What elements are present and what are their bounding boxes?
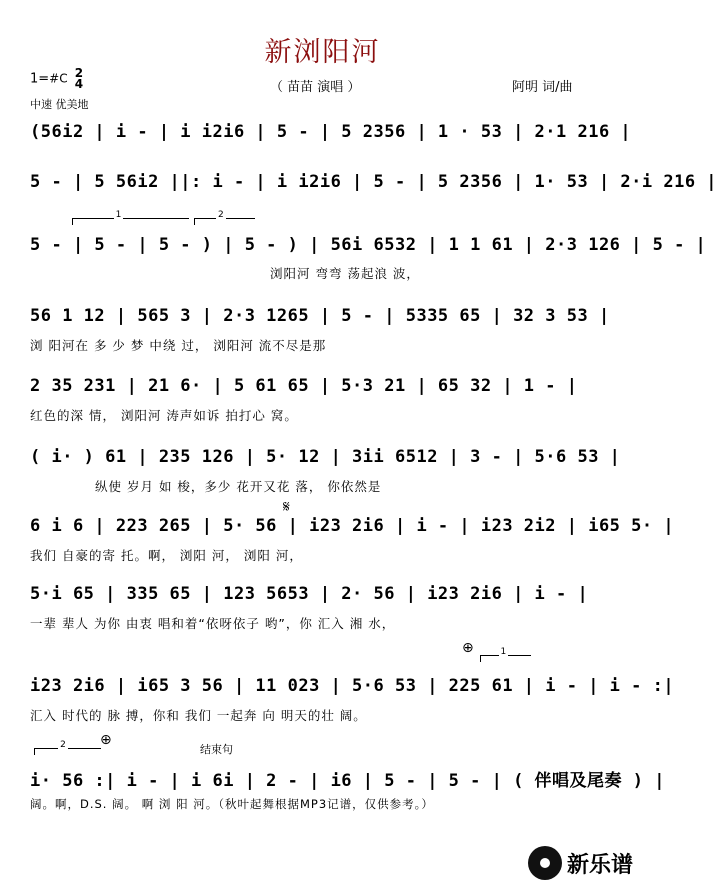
lyric-line-8: 一辈 辈人 为你 由衷 唱和着“依呀依子 哟”，你 汇入 湘 水，	[30, 616, 396, 631]
key-signature	[30, 68, 83, 90]
lyric-line-4: 浏 阳河在 多 少 梦 中绕 过， 浏阳河 流不尽是那	[30, 338, 327, 353]
site-logo	[528, 846, 633, 880]
song-title: 新浏阳河	[264, 37, 381, 68]
score-line-10: i· 56 :| i - | i 6i | 2 - | i6 | 5 - | 5 - | ( 伴唱及尾奏 ) |	[30, 771, 665, 791]
ending-label: 结束句	[200, 743, 233, 756]
lyric-line-6: 纵使 岁月 如 梭，多少 花开又花 落， 你依然是	[95, 479, 382, 494]
key-note: #C	[49, 71, 68, 86]
volta-2-bracket	[194, 210, 255, 225]
lyric-line-10: 阔。啊，D.S. 阔。 啊 浏 阳 河。（秋叶起舞根据MP3记谱，仅供参考。）	[30, 797, 434, 811]
time-signature-top: 2	[74, 66, 84, 80]
score-line-8: 5·i 65 | 335 65 | 123 5653 | 2· 56 | i23 2i6 | i - |	[30, 584, 589, 604]
lyric-line-9: 汇入 时代的 脉 搏，你和 我们 一起奔 向 明天的壮 阔。	[30, 708, 367, 723]
score-line-5: 2 35 231 | 21 6· | 5 61 65 | 5·3 21 | 65 32 | 1 - |	[30, 376, 578, 396]
coda-sign-top: ⊕	[462, 640, 474, 656]
vinyl-disc-icon	[528, 846, 562, 880]
score-line-7: 6 i 6 | 223 265 | 5· 56 | i23 2i6 | i - | i23 2i2 | i65 5· |	[30, 516, 675, 536]
lyric-line-5: 红色的深 情， 浏阳河 涛声如诉 拍打心 窝。	[30, 408, 298, 423]
score-line-4: 56 1 12 | 565 3 | 2·3 1265 | 5 - | 5335 65 | 32 3 53 |	[30, 306, 610, 326]
lyric-line-3: 浏阳河 弯弯 荡起浪 波，	[270, 266, 420, 281]
key-label: 1=	[30, 71, 50, 87]
volta-1-bracket-end	[480, 647, 531, 662]
lyric-line-7: 我们 自豪的寄 托。啊， 浏阳 河， 浏阳 河，	[30, 548, 303, 563]
tempo-marking: 中速 优美地	[30, 98, 89, 111]
volta-2-bracket-end	[34, 740, 101, 755]
score-line-9: i23 2i6 | i65 3 56 | 11 023 | 5·6 53 | 225 61 | i - | i - :|	[30, 676, 675, 696]
score-line-6: ( i· ) 61 | 235 126 | 5· 12 | 3ii 6512 | 3 - | 5·6 53 |	[30, 447, 621, 467]
volta-1-bracket	[72, 210, 189, 225]
score-line-1: (56i2 | i - | i i2i6 | 5 - | 5 2356 | 1 · 53 | 2·1 216 |	[30, 122, 632, 142]
volta-2-label-end: 2	[60, 740, 66, 750]
author-credit: 阿明 词/曲	[512, 80, 573, 95]
score-line-3: 5 - | 5 - | 5 - ) | 5 - ) | 56i 6532 | 1 1 61 | 2·3 126 | 5 - |	[30, 235, 707, 255]
singer-credit: （ 苗苗 演唱 ）	[270, 80, 361, 95]
segno-sign: 𝄋	[283, 497, 290, 516]
score-line-2: 5 - | 5 56i2 ||: i - | i i2i6 | 5 - | 5 2356 | 1· 53 | 2·i 216 |	[30, 172, 717, 192]
time-signature-bottom: 4	[74, 77, 84, 91]
volta-1-label: 1	[115, 210, 122, 220]
volta-2-label: 2	[218, 210, 224, 220]
time-signature	[75, 68, 83, 90]
coda-sign-bottom: ⊕	[100, 732, 112, 748]
logo-text: 新乐谱	[566, 852, 633, 878]
volta-1-label-end: 1	[500, 647, 507, 657]
